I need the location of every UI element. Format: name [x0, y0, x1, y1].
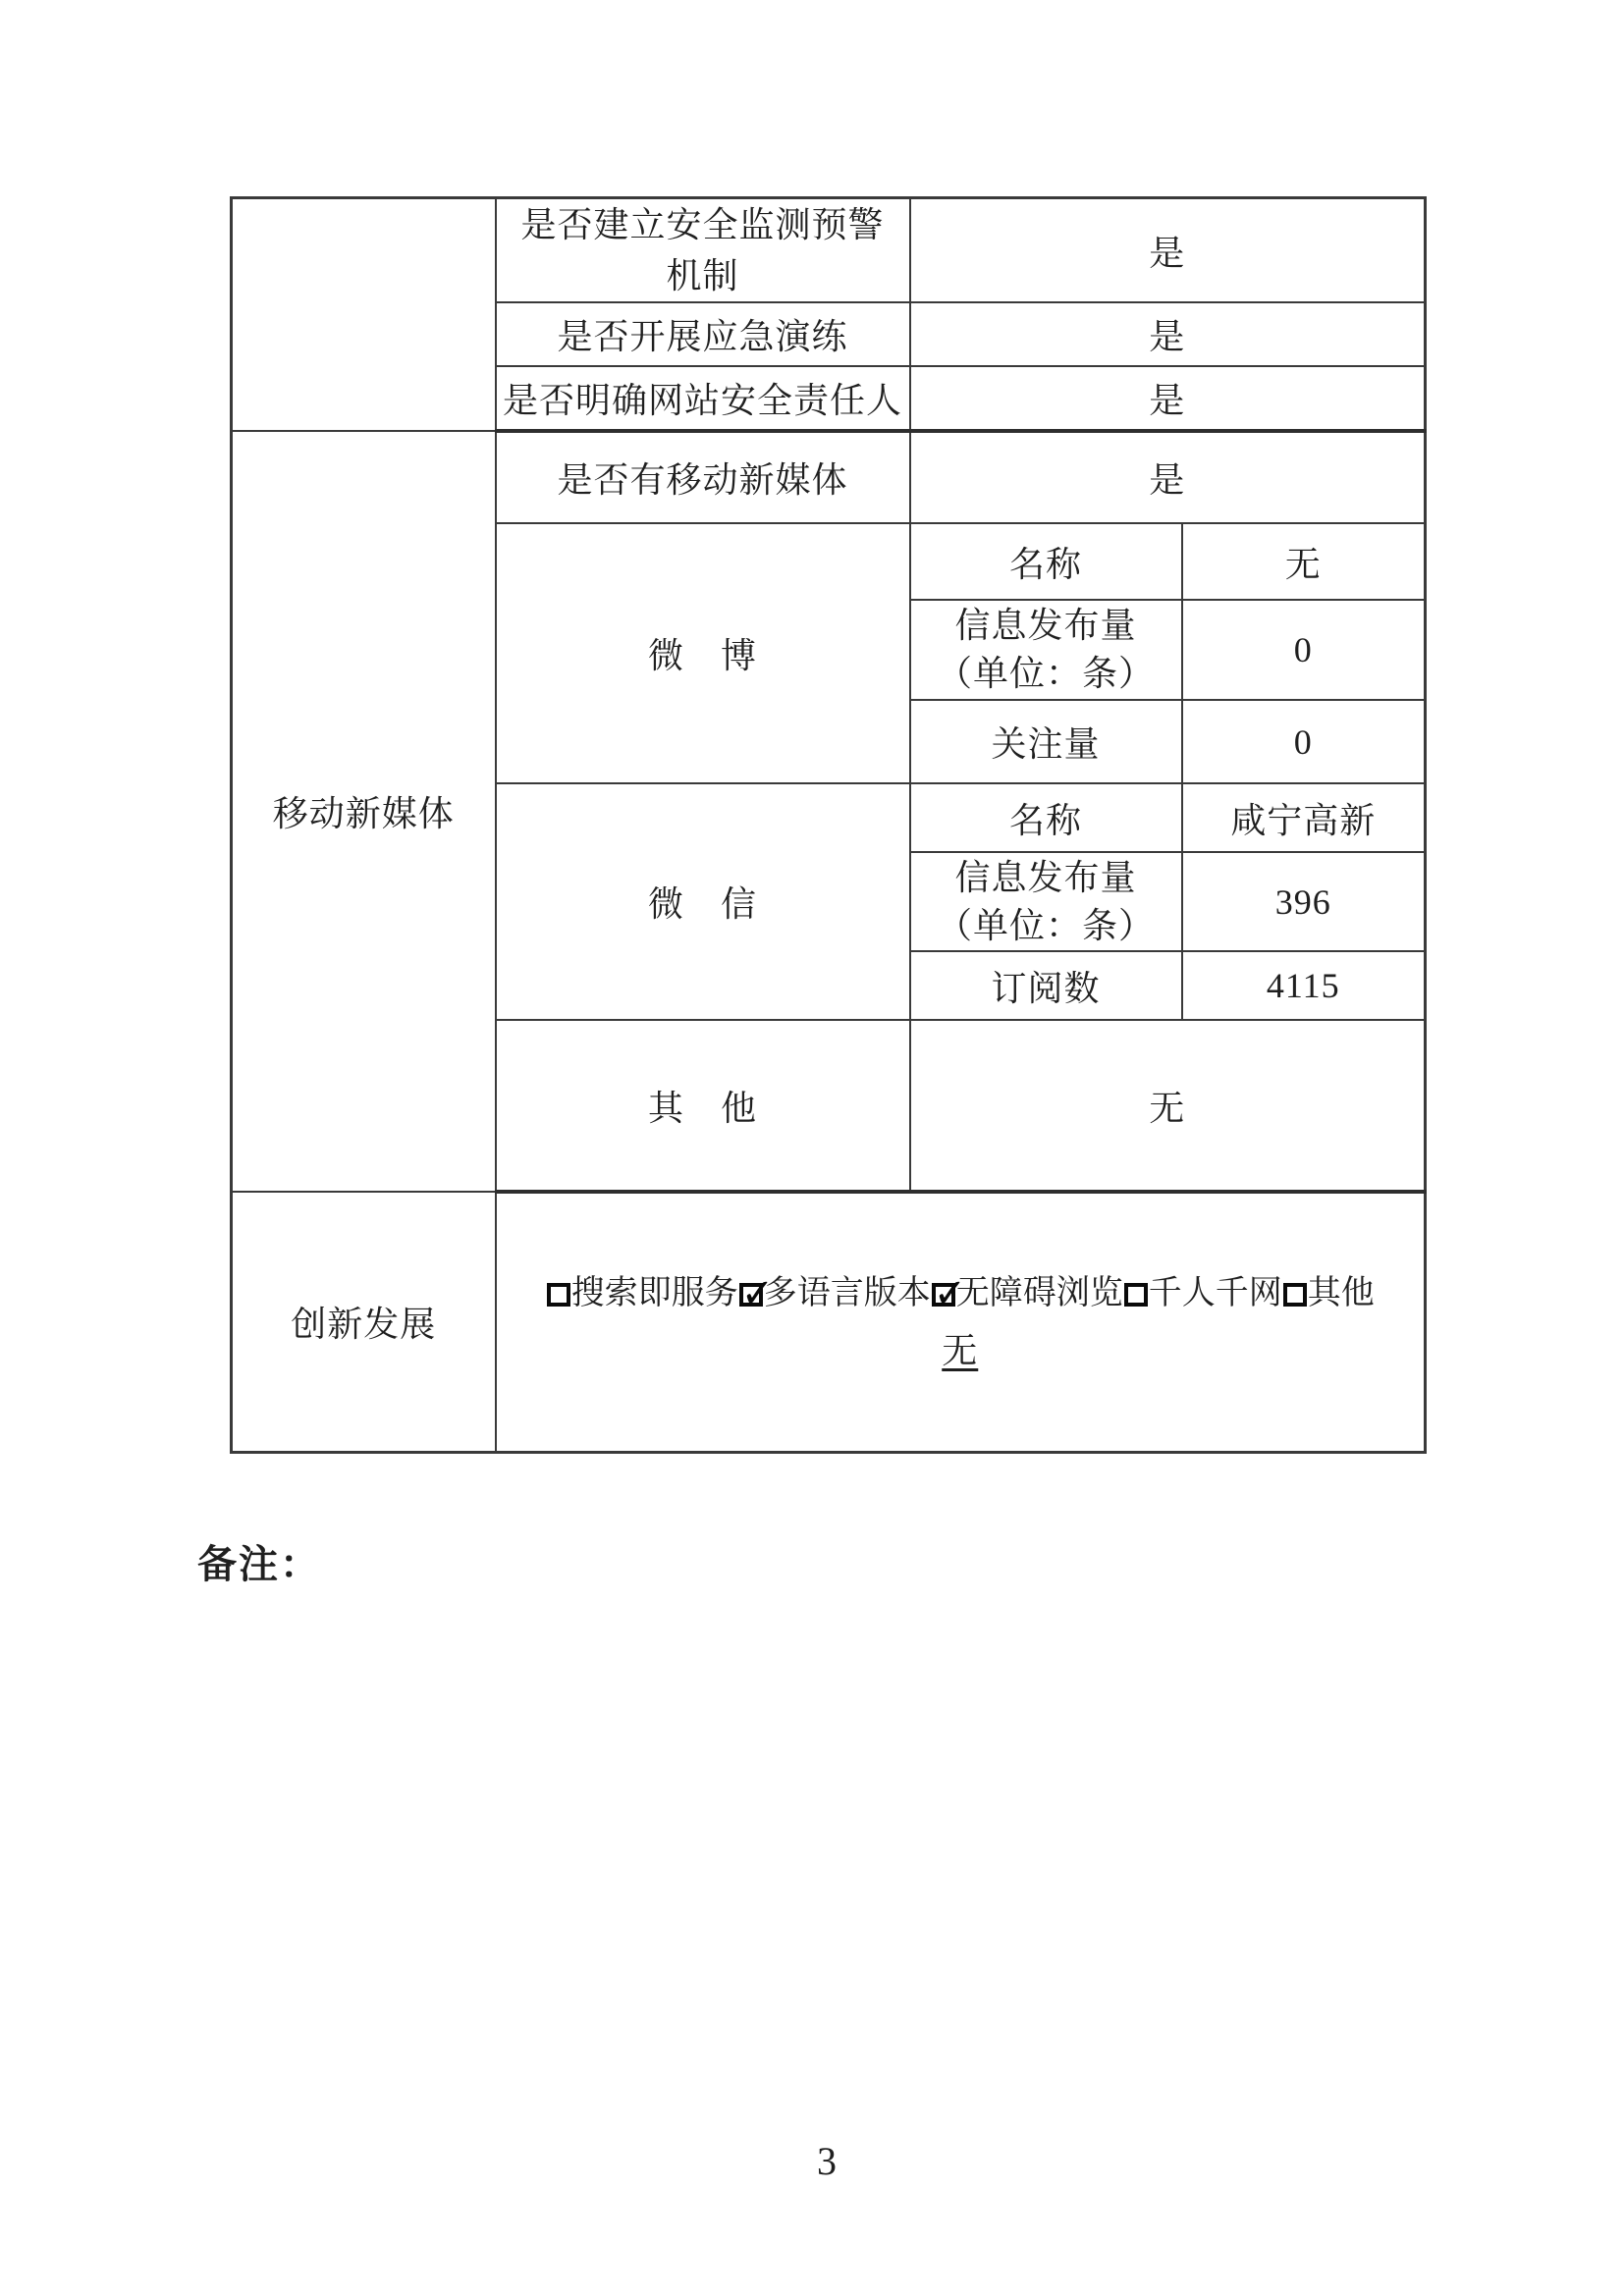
innovation-section-header: 创新发展	[232, 1192, 496, 1452]
page-number: 3	[817, 2139, 837, 2183]
innovation-option-accessibility	[931, 1275, 1123, 1311]
security-monitor-label	[496, 198, 910, 303]
table-row	[232, 198, 1426, 303]
innovation-option-search-service	[546, 1275, 738, 1311]
security-responsible-label: 是否明确网站安全责任人	[496, 366, 910, 431]
wechat-name-label: 名称	[910, 783, 1182, 852]
checkbox-accessibility-icon[interactable]	[932, 1283, 955, 1307]
checkbox-other-icon[interactable]	[1283, 1283, 1307, 1307]
mobile-media-section-header: 移动新媒体	[232, 431, 496, 1192]
innovation-option-personalized-web	[1123, 1275, 1282, 1311]
wechat-posts-value: 396	[1182, 852, 1426, 951]
checkbox-multilingual-icon[interactable]	[739, 1283, 763, 1307]
has-mobile-media-label: 是否有移动新媒体	[496, 431, 910, 523]
other-media-value: 无	[910, 1020, 1426, 1192]
weibo-posts-label	[910, 600, 1182, 700]
wechat-posts-label-line1: 信息发布量	[954, 857, 1137, 897]
innovation-option-multilingual	[738, 1275, 931, 1311]
section-header-empty-cell	[232, 198, 496, 432]
checkbox-search-service-icon[interactable]	[547, 1283, 570, 1307]
other-media-label: 其 他	[496, 1020, 910, 1192]
innovation-content-cell	[496, 1192, 1426, 1452]
emergency-drill-value: 是	[910, 302, 1426, 366]
innovation-other-line	[497, 1328, 1425, 1373]
option-other-label: 其他	[1307, 1274, 1375, 1311]
option-multilingual-label: 多语言版本	[763, 1274, 931, 1311]
weibo-posts-label-line2: （单位：条）	[936, 654, 1155, 693]
weibo-posts-value: 0	[1182, 600, 1426, 700]
report-table	[230, 196, 1427, 1454]
weibo-header: 微 博	[496, 523, 910, 783]
has-mobile-media-value: 是	[910, 431, 1426, 523]
option-personalized-web-label: 千人千网	[1148, 1274, 1282, 1311]
innovation-other-value: 无	[942, 1330, 979, 1370]
weibo-followers-label: 关注量	[910, 700, 1182, 783]
wechat-subscribers-value: 4115	[1182, 951, 1426, 1020]
wechat-posts-label	[910, 852, 1182, 951]
innovation-options-line	[497, 1271, 1425, 1316]
wechat-header: 微 信	[496, 783, 910, 1020]
wechat-name-value: 咸宁高新	[1182, 783, 1426, 852]
option-accessibility-label: 无障碍浏览	[955, 1274, 1123, 1311]
security-monitor-value: 是	[910, 198, 1426, 303]
security-responsible-value: 是	[910, 366, 1426, 431]
checkbox-personalized-web-icon[interactable]	[1124, 1283, 1148, 1307]
table-row	[232, 431, 1426, 523]
security-monitor-label-text: 是否建立安全监测预警机制	[520, 205, 885, 295]
wechat-subscribers-label: 订阅数	[910, 951, 1182, 1020]
weibo-posts-label-line1: 信息发布量	[954, 606, 1137, 645]
wechat-posts-label-line2: （单位：条）	[936, 905, 1155, 945]
option-search-service-label: 搜索即服务	[570, 1274, 738, 1311]
table-row	[232, 1192, 1426, 1452]
notes-label: 备注：	[197, 1542, 321, 1586]
weibo-name-value: 无	[1182, 523, 1426, 600]
innovation-option-other	[1282, 1275, 1375, 1311]
weibo-followers-value: 0	[1182, 700, 1426, 783]
emergency-drill-label: 是否开展应急演练	[496, 302, 910, 366]
weibo-name-label: 名称	[910, 523, 1182, 600]
